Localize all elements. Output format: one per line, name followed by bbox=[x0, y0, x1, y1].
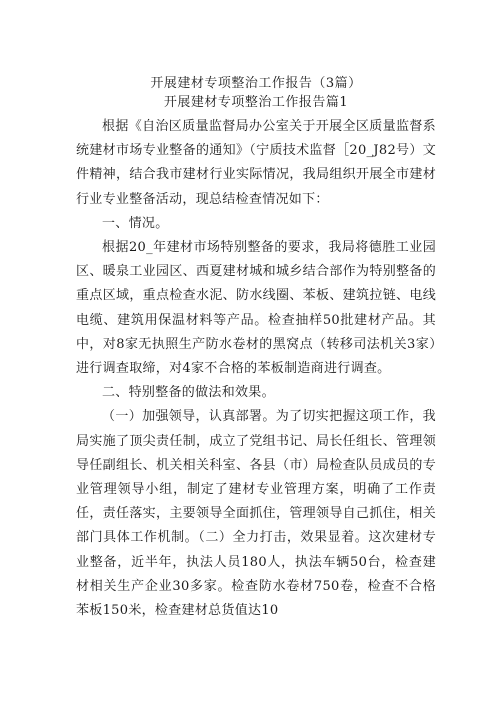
section-heading-methods: 二、特别整备的做法和效果。 bbox=[102, 385, 275, 401]
section-heading-situation: 一、情况。 bbox=[102, 215, 169, 231]
document-page bbox=[76, 74, 436, 623]
document-subtitle: 开展建材专项整治工作报告篇1 bbox=[163, 95, 349, 110]
body-paragraph-methods: （一）加强领导，认真部署。为了切实把握这项工作，我局实施了顶尖责任制，成立了党组书记、局长任组长、管理领导任副组长、机关相关科室、各县（市）局检查队员成员的专业管理领导小组，制定了建材专业管理方案，明确了工作责任，责任落实，主要领导全面抓住，管理领导自己抓住，相关部门具体工作机制。（二）全力打击，效果显着。这次建材专业整备，近半年，执法人员180人，执法车辆50台，检查建材相关生产企业30多家。检查防水卷材750卷，检查不合格苯板150米，检查建材总货值达10 bbox=[76, 409, 436, 619]
body-paragraph-intro: 根据《自治区质量监督局办公室关于开展全区质量监督系统建材市场专业整备的通知》（宁质技术监督［20_J82号）文件精神，结合我市建材行业实际情况，我局组织开展全市建材行业专业整备活动，现总结检查情况如下： bbox=[76, 119, 436, 207]
body-paragraph-situation: 根据20_年建材市场特别整备的要求，我局将德胜工业园区、暖泉工业园区、西夏建材城和城乡结合部作为特别整备的重点区域，重点检查水泥、防水线圈、苯板、建筑拉链、电线电缆、建筑用保温材料等产品。检查抽样50批建材产品。其中，对8家无执照生产防水卷材的黑窝点（转移司法机关3家）进行调查取缔，对4家不合格的苯板制造商进行调查。 bbox=[76, 240, 436, 377]
document-title: 开展建材专项整治工作报告（3篇） bbox=[150, 76, 362, 91]
